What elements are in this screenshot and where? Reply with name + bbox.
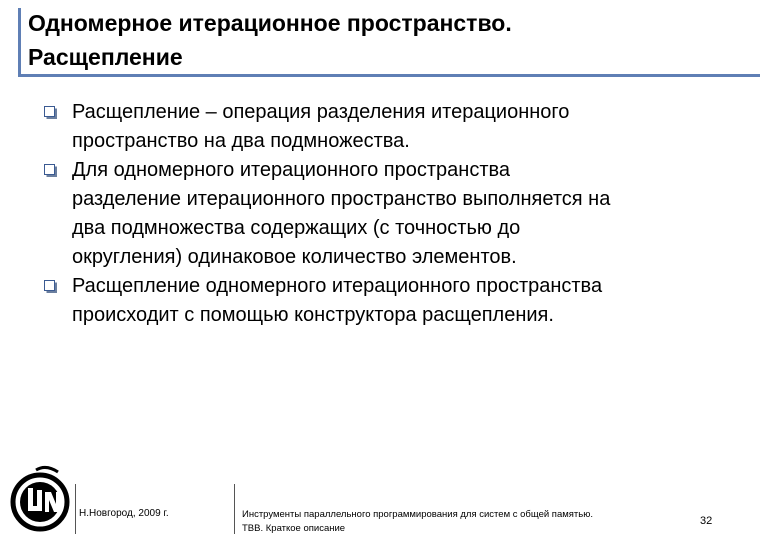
slide-title-line1: Одномерное итерационное пространство. [28, 10, 512, 36]
footer-course-title [242, 508, 622, 536]
bullet-line: два подмножества содержащих (с точностью до [72, 217, 521, 239]
square-bullet-icon [44, 280, 57, 293]
bullet-item [44, 272, 734, 330]
slide-header [18, 4, 760, 76]
slide-title [28, 6, 512, 74]
bullet-line: округления) одинаковое количество элементов. [72, 246, 517, 268]
bullet-line: происходит с помощью конструктора расщепления. [72, 304, 554, 326]
bullet-line: Расщепление – операция разделения итерационного [72, 101, 570, 123]
footer-course-line: Инструменты параллельного программирования для систем с общей памятью. [242, 509, 593, 520]
bullet-item [44, 156, 734, 272]
bullet-line: Расщепление одномерного итерационного пространства [72, 275, 603, 297]
slide-title-line2: Расщепление [28, 44, 183, 70]
bullet-list [44, 98, 734, 330]
footer-city-date: Н.Новгород, 2009 г. [79, 508, 169, 519]
bullet-line: пространство на два подмножества. [72, 130, 410, 152]
square-bullet-icon [44, 164, 57, 177]
square-bullet-icon [44, 106, 57, 119]
footer-divider [75, 484, 76, 534]
title-accent-bar [18, 8, 21, 74]
bullet-item [44, 98, 734, 156]
footer-course-line: TBB. Краткое описание [242, 523, 346, 534]
bullet-line: разделение итерационного пространство выполняется на [72, 188, 611, 210]
bullet-line: Для одномерного итерационного пространства [72, 159, 511, 181]
footer-divider [234, 484, 235, 534]
page-number: 32 [700, 515, 713, 527]
unn-logo-icon [6, 462, 76, 536]
title-underline [18, 74, 760, 77]
